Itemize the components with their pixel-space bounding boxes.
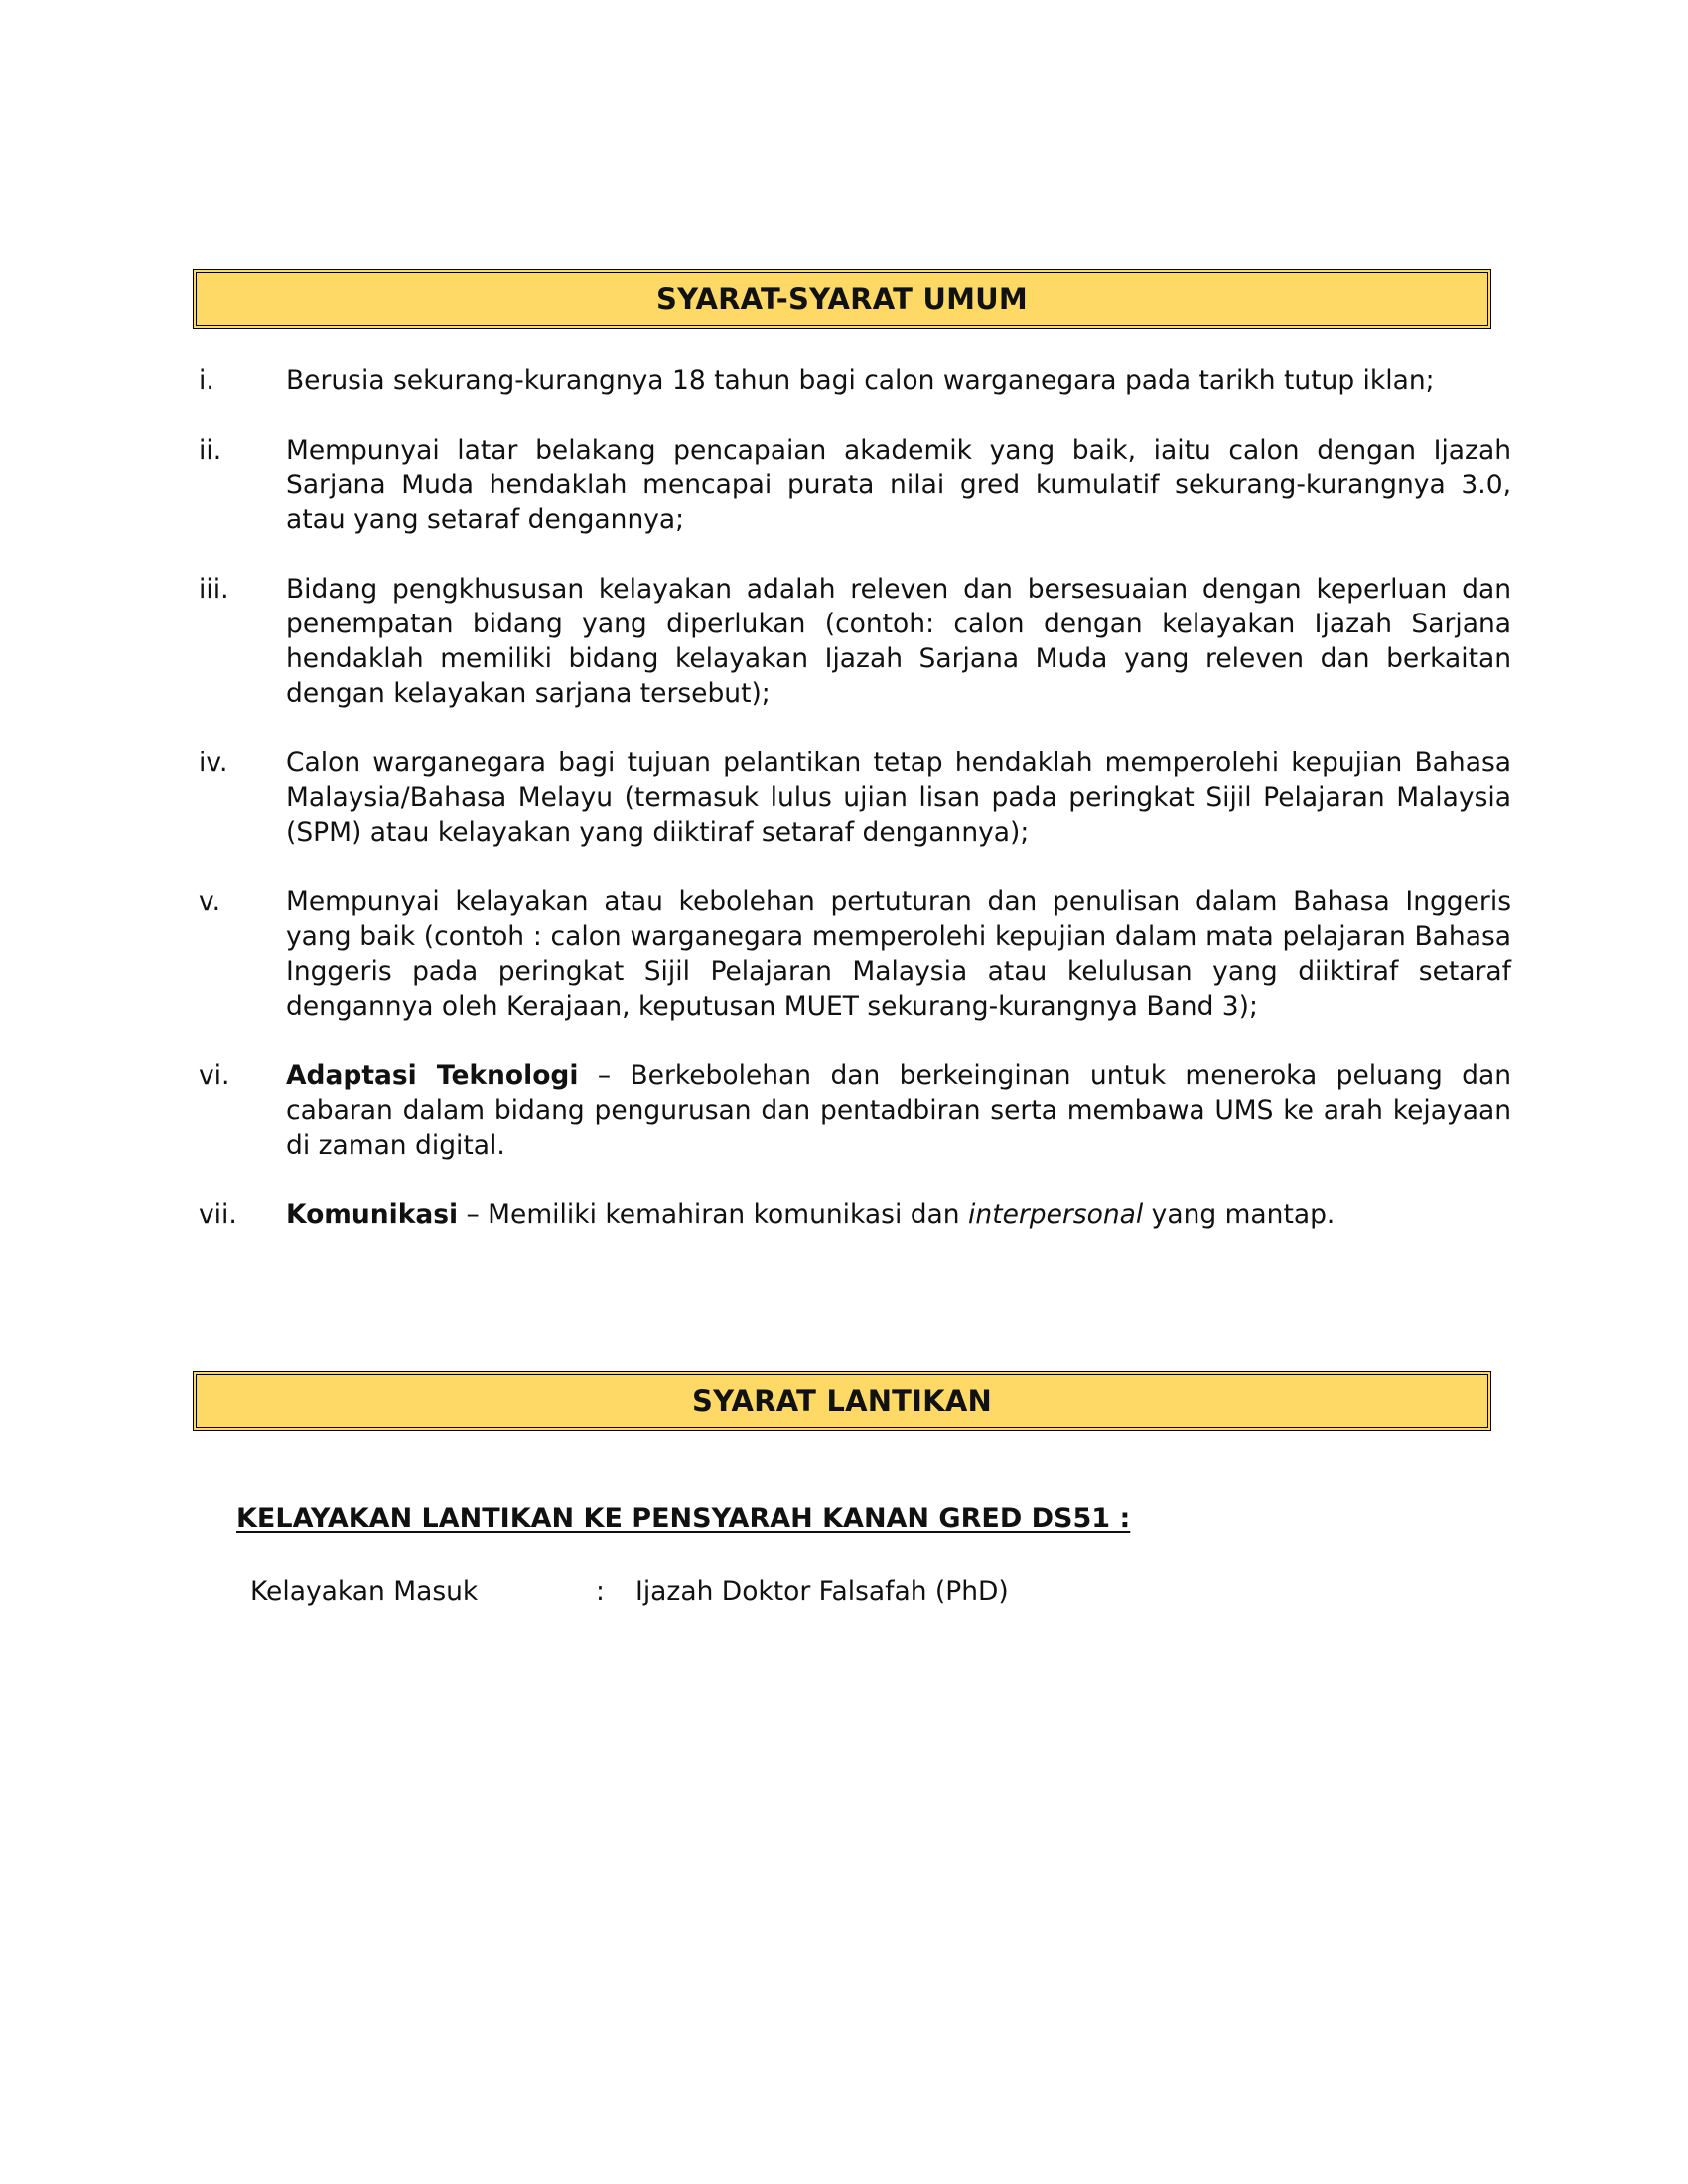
qualification-label: Kelayakan Masuk [250,1576,479,1607]
qualification-row [250,1574,1009,1609]
item-text [286,1197,1511,1232]
item-description: – Memiliki kemahiran komunikasi dan [458,1199,969,1230]
list-item [199,1197,1511,1232]
item-text: Calon warganegara bagi tujuan pelantikan tetap hendaklah memperolehi kepujian Bahasa Malaysia/Bahasa Melayu (termasuk lulus ujian lisan pada peringkat Sijil Pelajaran Malaysia (SPM) atau kelayakan yang diiktiraf setaraf dengannya); [286,748,1511,848]
item-description-end: yang mantap. [1143,1199,1336,1230]
item-text: Mempunyai kelayakan atau kebolehan pertuturan dan penulisan dalam Bahasa Inggeris yang baik (contoh : calon warganegara memperolehi kepujian dalam mata pelajaran Bahasa Inggeris pada peringkat Sijil Pelajaran Malaysia atau kelulusan yang diiktiraf setaraf dengannya oleh Kerajaan, keputusan MUET sekurang-kurangnya Band 3); [286,887,1511,1022]
appointment-subheading: KELAYAKAN LANTIKAN KE PENSYARAH KANAN GRED DS51 : [236,1503,1131,1534]
item-number: ii. [199,435,222,466]
item-description: – Berkebolehan dan berkeinginan untuk meneroka peluang dan cabaran dalam bidang pengurusan dan pentadbiran serta membawa UMS ke arah kejayaan di zaman digital. [286,1060,1511,1160]
item-text [286,1058,1511,1162]
list-item [199,363,1511,398]
item-number: vi. [199,1060,230,1091]
section-header-syarat-umum [193,269,1491,329]
item-text: Bidang pengkhususan kelayakan adalah releven dan bersesuaian dengan keperluan dan penempatan bidang yang diperlukan (contoh: calon dengan kelayakan Ijazah Sarjana hendaklah memiliki bidang kelayakan Ijazah Sarjana Muda yang releven dan berkaitan dengan kelayakan sarjana tersebut); [286,574,1511,709]
list-item [199,885,1511,1024]
item-text: Mempunyai latar belakang pencapaian akademik yang baik, iaitu calon dengan Ijazah Sarjana Muda hendaklah mencapai purata nilai gred kumulatif sekurang-kurangnya 3.0, atau yang setaraf dengannya; [286,435,1511,535]
item-text: Berusia sekurang-kurangnya 18 tahun bagi calon warganegara pada tarikh tutup iklan; [286,365,1435,396]
item-number: i. [199,365,214,396]
item-number: iii. [199,574,229,605]
item-italic-term: interpersonal [968,1199,1144,1230]
section-header-syarat-lantikan [193,1371,1491,1431]
qualification-value: Ijazah Doktor Falsafah (PhD) [635,1576,1009,1607]
general-requirements-list [199,363,1511,1267]
list-item [199,433,1511,537]
list-item [199,1058,1511,1162]
section-title: SYARAT LANTIKAN [692,1384,992,1418]
item-bold-term: Adaptasi Teknologi [286,1060,579,1091]
item-number: v. [199,887,221,917]
item-number: vii. [199,1199,237,1230]
item-bold-term: Komunikasi [286,1199,459,1230]
section-title: SYARAT-SYARAT UMUM [655,282,1028,316]
list-item [199,746,1511,850]
qualification-colon: : [596,1576,605,1607]
list-item [199,572,1511,711]
item-number: iv. [199,748,228,778]
